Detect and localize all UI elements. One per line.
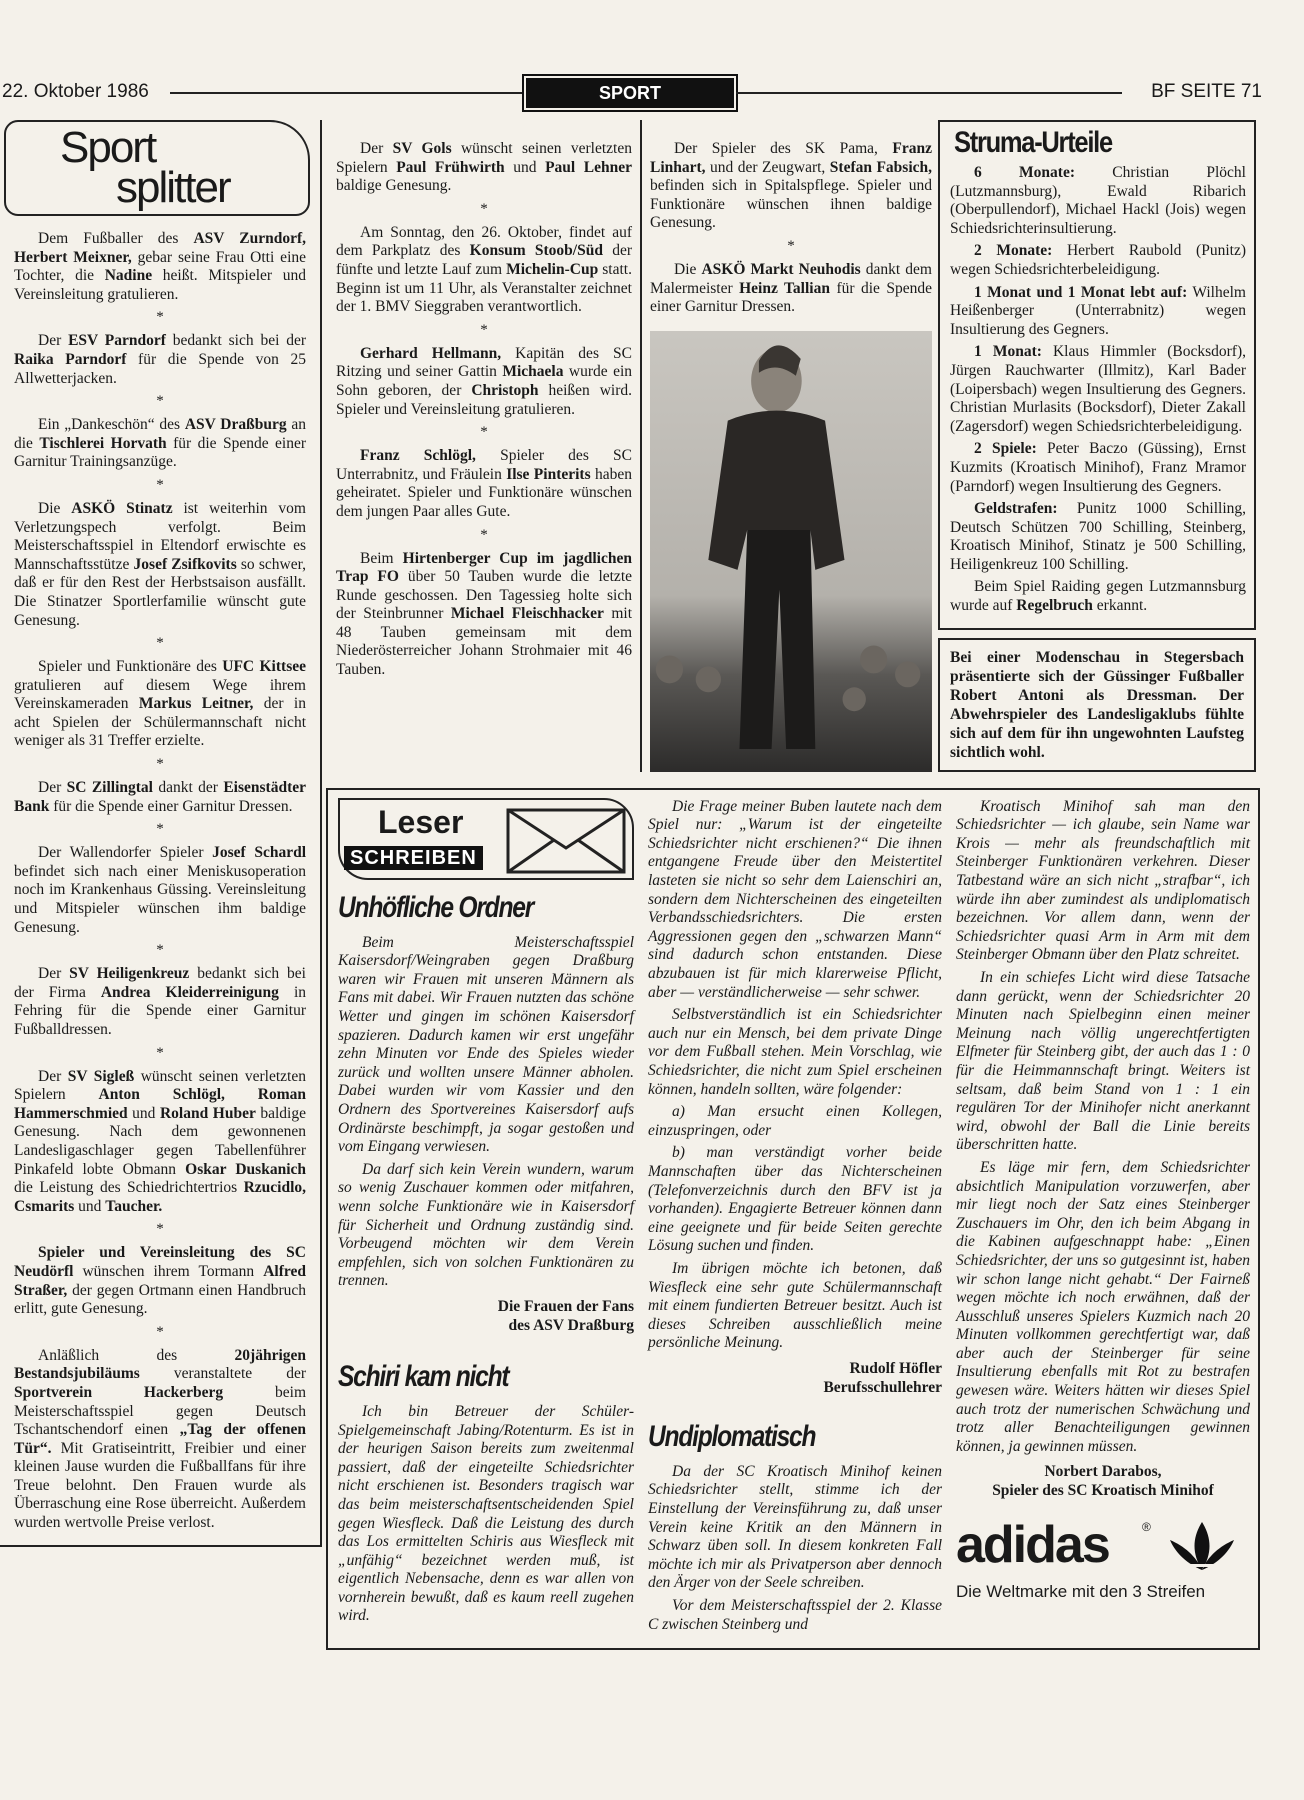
paragraph [14, 230, 306, 304]
bold-text-run: Franz Linhart, [650, 140, 932, 176]
text-run: und [127, 1104, 160, 1122]
adidas-ad [956, 1516, 1250, 1616]
letter-title: Unhöfliche Ordner [338, 890, 534, 924]
text-run: für die Spende einer Garnitur Dressen. [49, 797, 293, 815]
bold-text-run: Andrea Kleiderreinigung [100, 983, 279, 1001]
text-run: Der Wallendorfer Spieler [38, 844, 213, 862]
bold-text-run: Roland Huber [159, 1104, 256, 1122]
text-run: Mit Gratiseintritt, Freibier und einer kleinen Jause wurden die Fußballfans für ihre Treue belohnt. Den Frauen wurde als Überraschung eine Rose überreicht. Außerdem wurden wertvolle Preise verlost. [14, 1439, 306, 1532]
bold-text-run: SV Gols [392, 140, 452, 157]
text-run: wünscht seinen verletzten Spielern [336, 140, 632, 176]
text-run: Der Spieler des SK Pama, [674, 140, 893, 157]
text-run: wurde ein Sohn geboren, der [336, 363, 633, 399]
top-row [326, 120, 1260, 772]
text-run: befinden sich in Spitalspflege. Spieler und Funktionäre wünschen ihnen baldige Genesung. [650, 177, 932, 232]
separator-asterisk: * [156, 393, 164, 410]
letters-column-c [956, 798, 1250, 1617]
text-run: für die Spende von 25 Allwetterjacken. [14, 350, 307, 387]
text-run: der gegen Ortmann einen Handbruch erlitt, gute Genesung. [14, 1281, 306, 1318]
paragraph [648, 1463, 942, 1593]
signature-line: Rudolf Höfler [849, 1359, 942, 1377]
struma-text [950, 164, 1246, 616]
bold-text-run: „Tag der offenen Tür“. [14, 1421, 306, 1457]
text-run: bedankt sich bei der [165, 332, 306, 350]
bold-text-run: Rzucidlo, Csmarits [14, 1179, 306, 1215]
signature-line: Norbert Darabos, [1044, 1463, 1162, 1481]
envelope-icon [506, 808, 626, 874]
column-2 [326, 120, 642, 772]
paragraph [650, 261, 932, 317]
text-run: Christian Plöchl (Lutzmannsburg), Ewald Ribarich (Oberpullendorf), Michael Hackl (Jois) wegen Schiedsrichterinsultierung. [950, 164, 1246, 237]
paragraph [956, 1159, 1250, 1457]
text-run: Punitz 1000 Schilling, Deutsch Schützen 700 Schilling, Steinberg, Kroatisch Minihof, Stinatz je 500 Schilling, Heiligenkreuz 100 Schilling. [950, 500, 1246, 573]
text-run: für die Spende einer Garnitur Trainingsanzüge. [14, 434, 307, 471]
text-run: beim Meisterschaftsspiel gegen Deutsch Tschantschendorf einen [14, 1383, 307, 1439]
separator-asterisk: * [156, 1044, 164, 1061]
text-run: Spieler und Funktionäre des [38, 658, 223, 676]
text-run: Anläßlich des [38, 1346, 235, 1364]
letter-body [648, 1463, 942, 1634]
bold-text-run: Geldstrafen: [974, 500, 1058, 518]
header-rule [170, 92, 522, 94]
leser-schreiben-logo [338, 798, 634, 880]
bold-text-run: Michelin-Cup [506, 260, 599, 278]
right-column [938, 120, 1256, 772]
signature-line: Spieler des SC Kroatisch Minihof [992, 1482, 1214, 1500]
column-1-wrapper [0, 120, 322, 1547]
text-run: Beim [360, 549, 403, 567]
signature-line: Berufsschullehrer [823, 1378, 942, 1396]
text-run: Spieler des SC Unterrabnitz, und Fräulein [336, 447, 632, 483]
separator-asterisk: * [156, 1323, 164, 1340]
fashion-show-photo [650, 331, 932, 772]
bold-text-run: Paul Frühwirth [396, 158, 505, 176]
paragraph [950, 164, 1246, 238]
text-run: Die [38, 499, 72, 517]
text-run: Die [674, 260, 702, 278]
logo-word: SCHREIBEN [344, 846, 483, 870]
bold-text-run: Eisenstädter Bank [14, 779, 306, 815]
text-run: Kroatisch Minihof sah man den Schiedsrichter — ich glaube, sein Name war Krois — mehr als freundschaftlich mit Steinberger Funktionären verkehren. Dieser Tatbestand wäre an sich nicht „strafbar“, ich würde ihn aber zumindest als undiplomatisch bezeichnen. Vor allem dann, wenn der Schiedsrichter quasi Arm in Arm mit dem Steinberger Obmann über den Platz schreitet. [956, 797, 1250, 964]
section-label: SPORT [526, 78, 734, 108]
text-run: veranstaltete der [139, 1365, 306, 1383]
bold-text-run: Alfred Straßer, [14, 1262, 306, 1299]
photo-illustration [650, 331, 932, 772]
bold-text-run: Hirtenberger Cup im jagdlichen Trap FO [336, 549, 632, 586]
letter-body [338, 1403, 634, 1626]
letter-body [338, 934, 634, 1291]
header-rule [736, 92, 1122, 94]
brand-logo: adidas [956, 1516, 1109, 1575]
text-run: Der [38, 779, 67, 797]
bold-text-run: ASKÖ Stinatz [71, 499, 173, 517]
column-3 [650, 140, 932, 321]
bold-text-run: Regelbruch [1016, 597, 1093, 615]
text-run: mit 48 Tauben gemeinsam mit dem Niederösterreicher Johann Strohmaier mit 46 Tauben. [336, 605, 633, 679]
paragraph [950, 440, 1246, 496]
paragraph [336, 140, 632, 196]
right-area [326, 120, 1260, 1650]
paragraph [956, 969, 1250, 1155]
bold-text-run: UFC Kittsee [222, 658, 306, 676]
paragraph [336, 224, 632, 317]
bold-text-run: 2 Monate: [974, 242, 1053, 260]
bold-text-run: 1 Monat und 1 Monat lebt auf: [974, 283, 1188, 301]
bold-text-run: Stefan Fabsich, [829, 158, 933, 176]
text-run: gebar seine Frau Otti eine Tochter, die [14, 248, 306, 285]
text-run: ist weiterhin vom Verletzungspech verfolgt. Beim Meisterschaftsspiel in Eltendorf erwischte es Mannschaftsstütze [14, 499, 306, 573]
text-run: der fünfte und letzte Lauf zum [336, 242, 632, 278]
separator-asterisk: * [156, 821, 164, 838]
text-run: wünschen ihrem Tormann [73, 1262, 264, 1280]
bold-text-run: Anton Schlögl, Roman Hammerschmied [14, 1086, 306, 1122]
text-run: Ein „Dankeschön“ des [38, 416, 185, 434]
paragraph [14, 1347, 306, 1533]
paragraph [338, 934, 634, 1157]
bold-text-run: SC Zillingtal [66, 779, 153, 797]
separator-asterisk: * [787, 237, 795, 254]
text-run: die Leistung des Schiedrichtertrios [14, 1179, 244, 1197]
separator-asterisk: * [156, 309, 164, 326]
page-header [0, 78, 1262, 106]
text-run: Der [38, 965, 70, 983]
paragraph [336, 447, 632, 521]
paragraph [950, 578, 1246, 615]
text-run: heißen wird. Spieler und Vereinsleitung gratulieren. [336, 381, 632, 418]
registered-mark: ® [1142, 1520, 1151, 1535]
paragraph [336, 550, 632, 680]
separator-asterisk: * [156, 1221, 164, 1238]
bold-text-run: ASV Zurndorf, Herbert Meixner, [14, 230, 306, 266]
bold-text-run: Josef Zsifkovits [133, 555, 237, 573]
text-run: Wilhelm Heißenberger (Unterrabnitz) wegen Insultierung des Gegners. [950, 283, 1246, 338]
bold-text-run: Raika Parndorf [14, 350, 127, 368]
text-run: b) man verständigt vorher beide Mannschaften über das Nichterscheinen (Telefonverzeichnis durch den BFV ist ja vorhanden). Engagierte Betreuer können dann eine geeignete und für beide Seiten gerechte Lösung suchen und finden. [648, 1144, 942, 1255]
paragraph [950, 343, 1246, 436]
bold-text-run: 20jährigen Bestandsjubiläums [14, 1346, 306, 1383]
separator-asterisk: * [480, 526, 488, 543]
letters-column-b [648, 798, 942, 1639]
letter-title: Schiri kam nicht [338, 1359, 509, 1393]
bold-text-run: ASV Draßburg [184, 416, 287, 434]
paragraph [648, 1597, 942, 1634]
paragraph [950, 242, 1246, 279]
bold-text-run: Michaela [502, 363, 564, 381]
paragraph [648, 1144, 942, 1256]
letter-signature [648, 1359, 942, 1397]
issue-date: 22. Oktober 1986 [2, 81, 149, 102]
text-run: für die Spende einer Garnitur Dressen. [650, 279, 933, 316]
text-run: bedankt sich bei der Firma [14, 965, 306, 1001]
paragraph [14, 416, 306, 472]
text-run: der in acht Spielen der Schülermannschaft nicht weniger als 31 Treffer erzielte. [14, 695, 306, 750]
ad-slogan: Die Weltmarke mit den 3 Streifen [956, 1582, 1206, 1602]
text-run: gratulieren auf diesem Wege ihrem Vereinskameraden [14, 676, 306, 713]
bold-text-run: Gerhard Hellmann, [360, 344, 502, 362]
bold-text-run: 6 Monate: [974, 164, 1075, 181]
bold-text-run: Sportverein Hackerberg [14, 1383, 224, 1401]
text-run: Peter Baczo (Güssing), Ernst Kuzmits (Kroatisch Minihof), Franz Mramor (Parndorf) wegen Insultierung des Gegners. [950, 440, 1246, 495]
paragraph [648, 798, 942, 1003]
text-run: Der [38, 332, 69, 350]
separator-asterisk: * [156, 476, 164, 493]
text-run: Da der SC Kroatisch Minihof keinen Schiedsrichter stellt, stimme ich der Einstellung der Vereinsführung zu, daß unser Verein keine Kritik an den Männern in Schwarz üben soll. In diesem konkreten Fall möchte ich mir als Privatperson aber dennoch den Ärger von der Seele schreiben. [648, 1462, 942, 1592]
text-run: Klaus Himmler (Bocksdorf), Jürgen Rauchwarter (Illmitz), Karl Bader (Loipersbach) wegen Insultierung des Gegners. Christian Murlasits (Bocksdorf), Dieter Zakall (Zagersdorf) wegen Schiedsrichterbeleidigung. [950, 343, 1246, 435]
text-run: wünscht seinen verletzten Spielern [14, 1067, 306, 1104]
struma-title: Struma-Urteile [954, 126, 1112, 159]
text-run: Dem Fußballer des [38, 230, 194, 247]
paragraph [14, 779, 306, 816]
paragraph [338, 1161, 634, 1291]
bold-text-run: Josef Schardl [212, 844, 307, 862]
text-run: Da darf sich kein Verein wundern, warum so wenig Zuschauer kommen oder mitfahren, wenn solche Funktionäre wie in Kaisersdorf für Sicherheit und Ordnung zuständig sind. Vorbeugend möchten wir dem Verein empfehlen, sich von solchen Funktionären zu trennen. [338, 1160, 634, 1290]
text-run: haben geheiratet. Spieler und Funktionäre wünschen dem jungen Paar alles Gute. [336, 465, 632, 520]
page-number: BF SEITE 71 [1151, 81, 1262, 102]
text-run: Ich bin Betreuer der Schüler-Spielgemeinschaft Jabing/Rotenturm. Es ist in der heurigen Saison bereits zum zweitenmal passiert, daß der eingeteilte Schiedsrichter nicht erschienen ist. Besonders tragisch war das beim meisterschaftsentscheidenden Spiel gegen Wiesfleck. Daß die Leistung des durch das Los ermittelten Schiris aus Wiesfleck mit „unfähig“ bezeichnet werden muß, ist eigentlich Nebensache, denn es war allen von vornherein bewußt, daß es kaum reell zugehen wird. [338, 1402, 634, 1625]
bold-text-run: ESV Parndorf [68, 332, 166, 350]
paragraph [648, 1260, 942, 1353]
text-run: In ein schiefes Licht wird diese Tatsache dann gerückt, wenn der Schiedsrichter 20 Minuten nach Spielbeginn einen meiner Meinung nach völlig ungerechtfertigten Elfmeter für Steinberg gibt, der auch das 1 : 0 für die Heimmannschaft bringt. Weiters ist seltsam, daß beim Stand von 1 : 1 ein regulären Tor der Minihofer nicht anerkannt wird, obwohl der Ball die Linie bereits überschritten hatte. [956, 969, 1250, 1154]
trefoil-logo-icon [1162, 1518, 1242, 1574]
text-run: Es läge mir fern, dem Schiedsrichter absichtlich Manipulation vorzuwerfen, aber mir liegt noch der Satz eines Steinberger Zuschauers im Ohr, den ich beim Abgang in die Kabinen aufgeschnappt habe: „Einen Schiedsrichter, der uns so gutgesinnt ist, haben wir schon lange nicht gehabt.“ Der Fairneß wegen möchte ich noch erwähnen, daß der Ausschluß unseres Spielers Kuzmich nach 20 Minuten vollkommen gerechtfertigt war, daß aber auch der Steinberger für seine Insultierung ebenfalls mit Rot zu bestrafen gewesen wäre. Weiters hätten wir dieses Spiel auch trotz der numerischen Schwächung und trotz aller Benachteiligungen gewinnen können, ja gewinnen müssen. [956, 1158, 1250, 1455]
text-run: Am Sonntag, den 26. Oktober, findet auf dem Parkplatz des [336, 223, 632, 260]
paragraph [14, 332, 306, 388]
bold-text-run: SV Sigleß [67, 1067, 135, 1085]
bold-text-run: SV Heiligenkreuz [69, 965, 190, 983]
bold-text-run: Christoph [471, 381, 539, 399]
paragraph [14, 1244, 306, 1318]
text-run: an die [14, 416, 306, 452]
letter-signature [338, 1297, 634, 1335]
text-run: über 50 Tauben wurde die letzte Runde geschossen. Den Tagessieg holte sich der Steinbrunner [336, 568, 632, 623]
text-run: Im übrigen möchte ich betonen, daß Wiesfleck eine sehr gute Schülermannschaft mit einem fundierten Betreuer besitzt. Auch ist dieses Schreiben ausschließlich meine persönliche Meinung. [648, 1259, 942, 1352]
text-run: Selbstverständlich ist ein Schiedsrichter auch nur ein Mensch, bei dem private Dinge vor dem Fußball stehen. Mein Vorschlag, wie Schiedsrichter, die nicht zum Spiel erscheinen können, handeln sollten, wäre folgender: [648, 1006, 942, 1098]
bold-text-run: Oskar Duskanich [185, 1160, 307, 1178]
letter-body [648, 798, 942, 1353]
bold-text-run: Konsum Stoob/Süd [469, 242, 603, 260]
bold-text-run: Paul Lehner [545, 158, 632, 176]
bold-text-run: Michael Fleischhacker [450, 605, 604, 623]
text-run: Kapitän des SC Ritzing und seiner Gattin [336, 344, 633, 381]
text-run: Beim Spiel Raiding gegen Lutzmannsburg wurde auf [950, 578, 1246, 615]
text-run: dankt dem Malermeister [650, 260, 932, 297]
bold-text-run: Tischlerei Horvath [39, 434, 167, 452]
column-1 [0, 230, 306, 1533]
text-run: baldige Genesung. Nach dem gewonnenen Landesligaschlager gegen Tabellenführer Pinkafeld lobte Obmann [14, 1104, 306, 1178]
struma-urteile-box [938, 120, 1256, 630]
text-run: dankt der [152, 779, 224, 797]
text-run: a) Man ersucht einen Kollegen, einzuspringen, oder [648, 1103, 942, 1139]
paragraph [14, 500, 306, 630]
bold-text-run: 1 Monat: [974, 343, 1042, 361]
signature-line: Die Frauen der Fans [497, 1297, 634, 1315]
sportsplitter-logo [4, 120, 310, 216]
text-run: Beim Meisterschaftsspiel Kaisersdorf/Weingraben gegen Draßburg waren wir Frauen mit unseren Männern als Fans mit dabei. Wir Frauen nutzten das schöne Wetter und gingen im schönen Kaisersdorf spazieren. Dadurch kamen wir erst ungefähr zehn Minuten vor Ende des Spieles wieder zurück und wollten unsere Männer abholen. Dabei wurden wir vom Kassier und den Ordnern des Sportvereines Kaisersdorf aufs Ordinärste beschimpft, ja sogar gestoßen und vom Eingang verwiesen. [338, 933, 634, 1156]
separator-asterisk: * [156, 756, 164, 773]
text-run: Der [38, 1067, 68, 1085]
paragraph [14, 965, 306, 1039]
paragraph [336, 345, 632, 419]
paragraph [956, 798, 1250, 965]
logo-word: splitter [116, 163, 230, 212]
text-run: und [504, 158, 546, 176]
bold-text-run: Franz Schlögl, [360, 447, 476, 465]
letter-body [956, 798, 1250, 1457]
photo-caption: Bei einer Modenschau in Stegersbach präsentierte sich der Güssinger Fußballer Robert Antoni als Dressman. Der Abwehrspieler des Landesligaklubs fühlte sich auf dem für ihn ungewohnten Laufsteg sichtlich wohl. [950, 648, 1244, 761]
leserbriefe-box [326, 788, 1260, 1651]
separator-asterisk: * [480, 200, 488, 217]
bold-text-run: 2 Spiele: [974, 440, 1037, 458]
separator-asterisk: * [480, 321, 488, 338]
logo-word: Leser [378, 803, 464, 840]
text-run: Vor dem Meisterschaftsspiel der 2. Klasse C zwischen Steinberg und [648, 1597, 942, 1633]
logo-word: Sport [60, 123, 156, 172]
text-run: erkannt. [1092, 597, 1148, 615]
separator-asterisk: * [156, 635, 164, 652]
paragraph [338, 1403, 634, 1626]
separator-asterisk: * [480, 424, 488, 441]
letters-column-a [338, 798, 634, 1630]
column-3-wrapper [642, 120, 938, 772]
text-run: heißt. Mitspieler und Vereinsleitung gratulieren. [14, 267, 306, 303]
separator-asterisk: * [156, 942, 164, 959]
paragraph [950, 500, 1246, 574]
text-run: statt. Beginn ist um 11 Uhr, als Veranstalter zeichnet der 1. BMV Sieggraben verantwortlich. [336, 260, 632, 316]
paragraph [648, 1103, 942, 1140]
bold-text-run: Taucher. [105, 1197, 163, 1215]
paragraph [14, 658, 306, 751]
text-run: befindet sich nach einer Meniskusoperation noch im Krankenhaus Güssing. Vereinsleitung und Mitspieler wünschen ihm baldige Genesung. [14, 862, 306, 936]
text-run: und der Zeugwart, [705, 158, 830, 176]
bold-text-run: Spieler und Vereinsleitung des SC Neudörfl [14, 1244, 306, 1280]
letter-signature [956, 1462, 1250, 1500]
text-run: Herbert Raubold (Punitz) wegen Schiedsrichterbeleidigung. [950, 242, 1246, 278]
text-run: Der [360, 140, 393, 157]
bold-text-run: Nadine [104, 267, 153, 285]
bold-text-run: Markus Leitner, [138, 695, 254, 713]
paragraph [950, 284, 1246, 340]
paragraph [14, 1068, 306, 1217]
text-run: in Fehring für die Spende einer Garnitur Fußballdressen. [14, 983, 306, 1038]
text-run: so schwer, daß er für den Rest der Herbstsaison ausfällt. Die Stinatzer Sportlerfamilie wünscht gute Genesung. [14, 555, 306, 629]
text-run: Die Frage meiner Buben lautete nach dem Spiel nur: „Warum ist der eingeteilte Schiedsrichter nicht erschienen?“ Die ihnen entgangene Freude über den Meistertitel lasteten sie nicht so sehr dem Laienschiri an, sondern dem Nichterscheinen des eingeteilten Verbandsschiedsrichters. Die ersten Aggressionen gegen den „schwarzen Mann“ sind dadurch schon entstanden. Diese abzubauen ist für mich klarerweise Pflicht, aber — verständlicherweise — sehr schwer. [648, 797, 942, 1001]
paragraph [648, 1006, 942, 1099]
bold-text-run: ASKÖ Markt Neuhodis [701, 260, 861, 278]
bold-text-run: Ilse Pinterits [506, 465, 591, 483]
text-run: baldige Genesung. [336, 177, 452, 195]
bold-text-run: Heinz Tallian [739, 279, 830, 297]
signature-line: des ASV Draßburg [508, 1316, 634, 1334]
paragraph [14, 844, 306, 937]
letter-title: Undiplomatisch [648, 1419, 816, 1453]
text-run: und [74, 1197, 106, 1215]
photo-caption-box [938, 638, 1256, 772]
paragraph [650, 140, 932, 233]
